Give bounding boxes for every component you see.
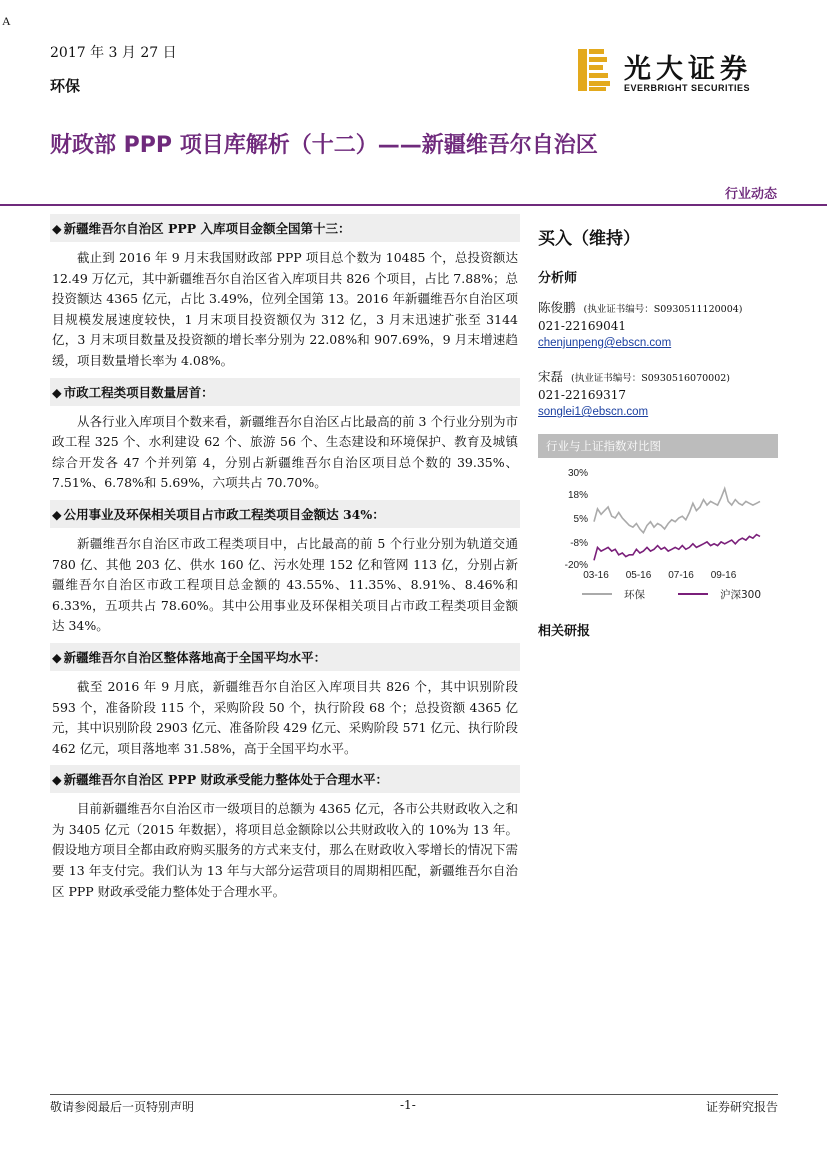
- section: [50, 765, 520, 902]
- header-divider: [0, 204, 827, 206]
- x-tick-label: 03-16: [583, 570, 609, 581]
- legend-label: 沪深300: [720, 589, 762, 601]
- related-reports-heading: 相关研报: [538, 624, 591, 639]
- series-line: [594, 489, 760, 533]
- series-line: [594, 535, 760, 561]
- x-tick-label: 05-16: [625, 570, 652, 581]
- section-heading: ◆ 新疆维吾尔自治区整体落地高于全国平均水平：: [50, 643, 520, 671]
- company-logo: [578, 49, 778, 99]
- x-tick-label: 07-16: [668, 570, 694, 581]
- sector-label: 环保: [50, 77, 81, 95]
- section-body: 新疆维吾尔自治区市政工程类项目中，占比最高的前 5 个行业分别为轨道交通 780 亿、其他 203 亿、供水 160 亿、污水处理 152 亿和管网 113 亿，分别占新疆维吾尔自治区市政工程项目总金额的 43.55%、11.35%、8.91%、8.46%和 6.33%，五项共占 78.60%。其中公用事业及环保相关项目占市政工程类项目金额达 34%。: [52, 535, 518, 634]
- section-heading: ◆ 公用事业及环保相关项目占市政工程类项目金额达 34%：: [50, 500, 520, 528]
- analyst-cert: (执业证书编号：S0930511120004): [583, 304, 743, 315]
- y-tick-label: -8%: [570, 537, 588, 549]
- y-tick-label: 18%: [567, 490, 588, 502]
- y-tick-label: 5%: [573, 514, 588, 525]
- diamond-icon: ◆: [52, 506, 62, 522]
- analyst-card: [538, 369, 778, 420]
- section-body: 从各行业入库项目个数来看，新疆维吾尔自治区占比最高的前 3 个行业分别为市政工程 325 个、水利建设 62 个、旅游 56 个、生态建设和环境保护、教育及城镇综合开发各 47 个并列第 4，分别占新疆维吾尔自治区项目总个数的 39.35%、7.51%、6.78%和 5.69%，六项共占 70.70%。: [52, 413, 518, 491]
- section-heading: ◆ 市政工程类项目数量居首：: [50, 378, 520, 406]
- footer-report-type: 证券研究报告: [705, 1100, 778, 1114]
- rating: 买入（维持）: [538, 229, 640, 249]
- diamond-icon: ◆: [52, 384, 62, 400]
- analyst-email-link[interactable]: chenjunpeng@ebscn.com: [538, 337, 672, 349]
- main-content: [50, 214, 520, 908]
- section-heading: ◆ 新疆维吾尔自治区 PPP 财政承受能力整体处于合理水平：: [50, 765, 520, 793]
- corner-mark: A: [2, 14, 11, 28]
- logo-mark-icon: [578, 49, 612, 91]
- report-title: 财政部 PPP 项目库解析（十二）——新疆维吾尔自治区: [50, 133, 598, 158]
- chart-heading: 行业与上证指数对比图: [538, 434, 778, 458]
- section: [50, 214, 520, 372]
- section-body: 目前新疆维吾尔自治区市一级项目的总额为 4365 亿元，各市公共财政收入之和为 3405 亿元（2015 年数据），将项目总金额除以公共财政收入的 10%为 13 年。假设地方项目全都由政府购买服务的方式来支付，那么在财政收入零增长的情况下需要 13 年支付完。我们认为 13 年与大部分运营项目的周期相匹配，新疆维吾尔自治区 PPP 财政承受能力整体处于合理水平。: [52, 801, 518, 899]
- footer-disclaimer: 敬请参阅最后一页特别声明: [50, 1100, 195, 1114]
- section-body: 截至 2016 年 9 月底，新疆维吾尔自治区入库项目共 826 个，其中识别阶段 593 个，准备阶段 115 个，采购阶段 50 个，执行阶段 68 个；总投资额 4365 亿元，其中识别阶段 2903 亿元、准备阶段 429 亿元、采购阶段 571 亿元、执行阶段 462 亿元，项目落地率 31.58%，高于全国平均水平。: [52, 678, 518, 756]
- analyst-cert: (执业证书编号：S0930516070002): [571, 373, 731, 384]
- y-tick-label: 30%: [567, 468, 588, 479]
- section: [50, 500, 520, 637]
- analysts-heading: 分析师: [538, 271, 578, 286]
- footer-divider: [50, 1094, 778, 1095]
- analyst-card: [538, 300, 778, 351]
- y-tick-label: -20%: [564, 560, 588, 571]
- analyst-email-link[interactable]: songlei1@ebscn.com: [538, 406, 649, 418]
- report-date: 2017 年 3 月 27 日: [50, 45, 177, 61]
- legend-label: 环保: [624, 589, 645, 601]
- analyst-phone: 021-22169317: [538, 388, 627, 402]
- section: [50, 643, 520, 759]
- analyst-name: 宋磊: [538, 369, 564, 384]
- section: [50, 378, 520, 494]
- diamond-icon: ◆: [52, 772, 62, 788]
- sidebar: [538, 214, 778, 639]
- section-body: 截止到 2016 年 9 月末我国财政部 PPP 项目总个数为 10485 个，总投资额达 12.49 万亿元，其中新疆维吾尔自治区省入库项目共 826 个项目，占比 7.88%；总投资额达 4365 亿元，占比 3.49%，位列全国第 13。2016 年新疆维吾尔自治区项目规模发展速度较快，1 月末项目投资额仅为 312 亿，3 月末迅速扩张至 3144 亿，3 月末项目数量及投资额的增长率分别为 22.08%和 907.69%，9 月末增速趋缓，项目数量增长率为 4.08%。: [52, 250, 518, 368]
- comparison-chart: [538, 460, 778, 610]
- page-number: -1-: [400, 1098, 416, 1112]
- diamond-icon: ◆: [52, 649, 62, 665]
- logo-english-name: EVERBRIGHT SECURITIES: [624, 83, 751, 93]
- x-tick-label: 09-16: [710, 570, 737, 581]
- analyst-name: 陈俊鹏: [538, 300, 576, 315]
- analyst-phone: 021-22169041: [538, 319, 627, 333]
- logo-chinese-name: 光大证券: [624, 54, 752, 85]
- doc-type: 行业动态: [724, 187, 777, 202]
- diamond-icon: ◆: [52, 221, 62, 236]
- section-heading: ◆ 新疆维吾尔自治区 PPP 入库项目金额全国第十三：: [50, 214, 520, 242]
